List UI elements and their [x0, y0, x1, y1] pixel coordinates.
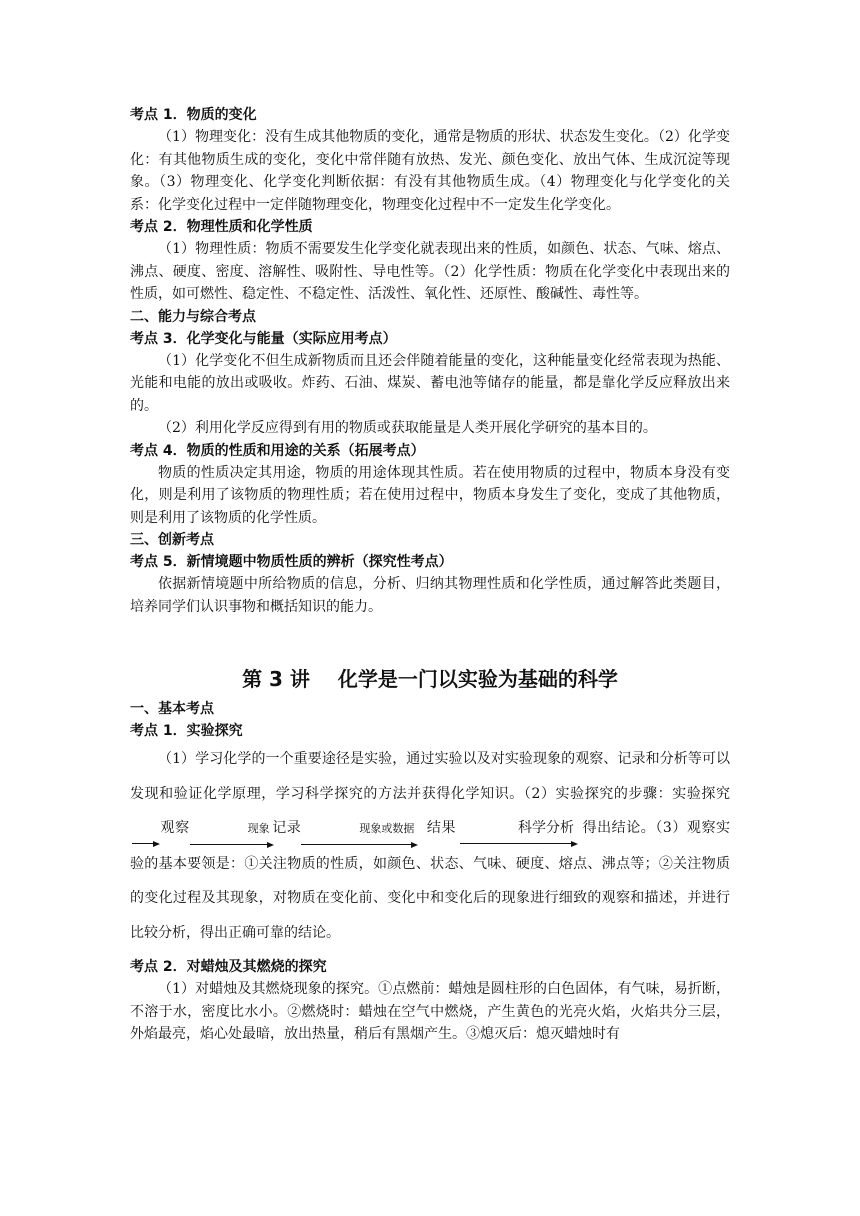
document-page: [130, 104, 730, 1046]
flow-step: 得出结论。: [582, 820, 656, 836]
section-heading: 考点 2．物理性质和化学性质: [130, 219, 313, 235]
lecture-number: 第 3 讲: [242, 667, 310, 691]
paragraph: 物质的性质决定其用途，物质的用途体现其性质。若在使用物质的过程中，物质本身没有变化，则是利用了该物质的物理性质；若在使用过程中，物质本身发生了变化，变成了其他物质，则是利用了该物质的化学性质。: [130, 464, 730, 526]
paragraph: （1）对蜡烛及其燃烧现象的探究。①点燃前：蜡烛是圆柱形的白色固体，有气味，易折断，不溶于水，密度比水小。②燃烧时：蜡烛在空气中燃烧，产生黄色的光亮火焰，火焰共分三层，外焰最亮，焰心处最暗，放出热量，稍后有黑烟产生。③熄灭后：熄灭蜡烛时有: [130, 981, 730, 1042]
flow-step: 结果: [426, 820, 457, 836]
paragraph: （1）物理性质：物质不需要发生化学变化就表现出来的性质，如颜色、状态、气味、熔点、沸点、硬度、密度、溶解性、吸附性、导电性等。（2）化学性质：物质在化学变化中表现出来的性质，如可燃性、稳定性、不稳定性、活泼性、氧化性、还原性、酸碱性、毒性等。: [130, 241, 730, 302]
section-heading: 考点 5．新情境题中物质性质的辨析（探究性考点）: [130, 554, 453, 570]
section-heading: 考点 1．实验探究: [130, 723, 243, 739]
paragraph: （1）化学变化不但生成新物质而且还会伴随着能量的变化，这种能量变化经常表现为热能、光能和电能的放出或吸收。炸药、石油、煤炭、蓄电池等储存的能量，都是靠化学反应释放出来的。: [130, 352, 730, 414]
paragraph: 依据新情境题中所给物质的信息，分析、归纳其物理性质和化学性质，通过解答此类题目，培养同学们认识事物和概括知识的能力。: [130, 576, 730, 615]
paragraph: （1）物理变化：没有生成其他物质的变化，通常是物质的形状、状态发生变化。（2）化学变化：有其他物质生成的变化，变化中常伴随有放热、发光、颜色变化、放出气体、生成沉淀等现象。（3）物理变化、化学变化判断依据：有没有其他物质生成。（4）物理变化与化学变化的关系：化学变化过程中一定伴随物理变化，物理变化过程中不一定发生化学变化。: [130, 129, 730, 213]
section-heading: 考点 1．物质的变化: [130, 107, 257, 123]
flow-arrow: 现象: [190, 811, 272, 847]
paragraph-experiment: （1）学习化学的一个重要途径是实验，通过实验以及对实验现象的观察、记录和分析等可以发现和验证化学原理，学习科学探究的方法并获得化学知识。（2）实验探究的步骤：实验探究 观察 现象 记录 现象或数据 结果 科学分析 得出结论。（3）观察实验的基本要领是：①关注物质的性质，如颜色、状态、气味、硬度、熔点、沸点等；②关注物质的变化过程及其现象，对物质在变化前、变化中和变化后的现象进行细致的观察和描述，并进行比较分析，得出正确可靠的结论。: [130, 751, 731, 941]
flow-arrow: 现象或数据: [301, 811, 416, 847]
section-heading: 考点 3．化学变化与能量（实际应用考点）: [130, 330, 397, 347]
paragraph: （2）利用化学反应得到有用的物质或获取能量是人类开展化学研究的基本目的。: [158, 420, 657, 436]
section-heading: 考点 2．对蜡烛及其燃烧的探究: [130, 959, 327, 975]
part-heading: 三、创新考点: [130, 532, 214, 548]
part-heading: 二、能力与综合考点: [130, 308, 256, 325]
part-heading: 一、基本考点: [130, 701, 214, 717]
lecture-name: 化学是一门以实验为基础的科学: [337, 667, 618, 691]
flow-arrow: [132, 811, 158, 846]
lecture-title: [130, 664, 730, 694]
flow-arrow: 科学分析: [460, 811, 576, 846]
section-heading: 考点 4．物质的性质和用途的关系（拓展考点）: [130, 442, 425, 459]
flow-step: 记录: [271, 820, 302, 836]
flow-step: 观察: [160, 820, 190, 836]
